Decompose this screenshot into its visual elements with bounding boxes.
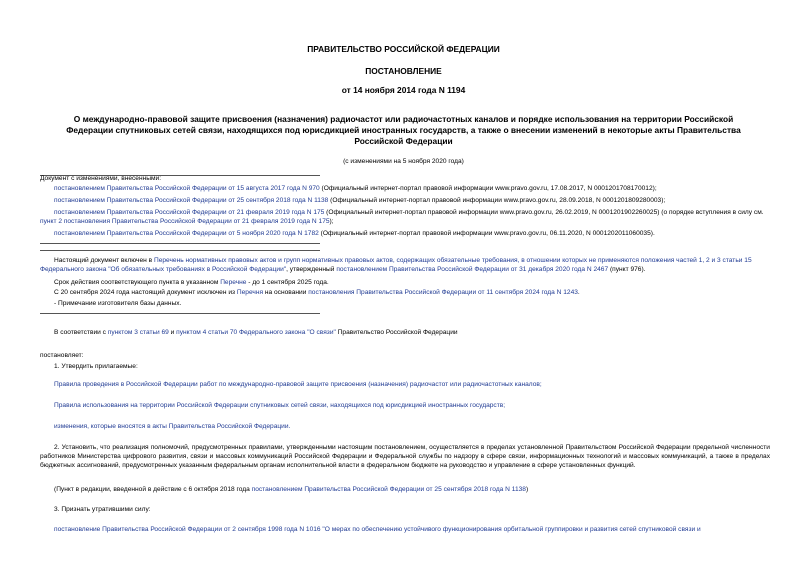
document-date: от 14 ноября 2014 года N 1194 — [341, 85, 466, 95]
note-text: ) — [525, 486, 529, 493]
document-type: ПОСТАНОВЛЕНИЕ — [365, 66, 442, 76]
publisher-note: - Примечание изготовителя базы данных. — [54, 300, 182, 307]
divider — [40, 243, 320, 244]
government-heading: ПРАВИТЕЛЬСТВО РОССИЙСКОЙ ФЕДЕРАЦИИ — [307, 44, 500, 54]
decree-link[interactable]: постановлением Правительства Российской Федерации от 31 декабря 2020 года N 2467 — [336, 266, 609, 273]
change-link[interactable]: постановлением Правительства Российской Федерации от 5 ноября 2020 года N 1782 — [54, 230, 319, 237]
change-link-secondary[interactable]: пункт 2 постановления Правительства Российской Федерации от 21 февраля 2019 года N 175 — [40, 218, 330, 225]
law-link[interactable]: пунктом 4 статьи 70 Федерального закона "О связи" — [176, 329, 336, 336]
change-source: (Официальный интернет-портал правовой информации www.pravo.gov.ru, 17.08.2017, N 0001201708170012); — [319, 185, 657, 192]
basis-text: Правительство Российской Федерации — [335, 329, 458, 336]
list-link[interactable]: Перечне — [220, 279, 247, 286]
note-text: (Пункт в редакции, введенной в действие с 6 октября 2018 года — [54, 486, 252, 493]
notice-text: , утвержденный — [286, 266, 337, 273]
list-link[interactable]: Перечень нормативных правовых актов и групп нормативных правовых актов, содержащих обязательные требования, в отношении которых не применяются положения частей 1, 2 и 3 статьи 15 Федерального закона "Об обязательных требованиях в Российской Федерации" — [40, 257, 752, 273]
approved-rules-link[interactable]: Правила использования на территории Российской Федерации спутниковых сетей связи, находящихся под юрисдикцией иностранных государств; — [54, 402, 506, 409]
notice-text: С 20 сентября 2024 года настоящий документ исключен из — [54, 289, 237, 296]
change-link[interactable]: постановлением Правительства Российской Федерации от 21 февраля 2019 года N 175 — [54, 209, 325, 216]
basis-text: и — [168, 329, 177, 336]
clause-3: 3. Признать утратившими силу: — [54, 506, 151, 513]
divider — [40, 313, 320, 314]
notice-text: Срок действия соответствующего пункта в указанном — [54, 279, 221, 286]
change-link[interactable]: постановлением Правительства Российской Федерации от 25 сентября 2018 года N 1138 — [54, 197, 329, 204]
document-title: О международно-правовой защите присвоения (назначения) радиочастот или радиочастотных каналов и порядке использования на территории Российской Федерации спутниковых сетей связи, находящихся под юрисдикцией иностранных государств, а также о внесении изменений в некоторые акты Правительства Российской Федерации — [66, 114, 741, 146]
changes-intro: Документ с изменениями, внесенными: — [40, 175, 162, 182]
repealed-act-link[interactable]: постановление Правительства Российской Федерации от 2 сентября 1998 года N 1016 "О мерах по обеспечению устойчивого функционирования орбитальной группировки и развития сетей спутниковой связи и — [54, 526, 701, 533]
change-item — [54, 196, 770, 205]
legal-basis — [54, 328, 770, 337]
notice-text: - до 1 сентября 2025 года. — [246, 279, 329, 286]
decrees-word: постановляет: — [40, 352, 84, 359]
clause-2-note — [54, 485, 770, 494]
change-link[interactable]: постановлением Правительства Российской Федерации от 15 августа 2017 года N 970 — [54, 185, 320, 192]
divider — [40, 250, 320, 251]
change-source: (Официальный интернет-портал правовой информации www.pravo.gov.ru, 28.09.2018, N 0001201809280003); — [328, 197, 666, 204]
decree-link[interactable]: постановления Правительства Российской Федерации от 11 сентября 2024 года N 1243 — [308, 289, 578, 296]
change-item — [40, 208, 770, 226]
notice-text: . — [577, 289, 580, 296]
change-source: (Официальный интернет-портал правовой информации www.pravo.gov.ru, 06.11.2020, N 0001202011060035). — [318, 230, 655, 237]
change-source: (Официальный интернет-портал правовой информации www.pravo.gov.ru, 26.02.2019, N 0001201902260025) (о порядке вступления в силу см. — [324, 209, 764, 216]
notice-paragraph — [54, 288, 770, 297]
change-item — [54, 184, 770, 193]
approved-rules-link[interactable]: Правила проведения в Российской Федерации работ по международно-правовой защите присвоения (назначения) радиочастот или радиочастотных каналов; — [54, 381, 542, 388]
notice-paragraph — [40, 256, 770, 274]
edition-note: (с изменениями на 5 ноября 2020 года) — [343, 158, 464, 165]
notice-text: на основании — [263, 289, 309, 296]
decree-link[interactable]: постановлением Правительства Российской Федерации от 25 сентября 2018 года N 1138 — [251, 486, 526, 493]
law-link[interactable]: пунктом 3 статьи 69 — [107, 329, 169, 336]
notice-text: Настоящий документ включен в — [54, 257, 154, 264]
change-source-end: ); — [329, 218, 334, 225]
basis-text: В соответствии с — [54, 329, 108, 336]
clause-2: 2. Установить, что реализация полномочий, предусмотренных правилами, утвержденными настоящим постановлением, осуществляется в пределах установленной Правительством Российской Федерации предельной численности работников Министерства цифрового развития, связи и массовых коммуникаций Российской Федерации и Федеральной службы по надзору в сфере связи, информационных технологий и массовых коммуникаций, а также в пределах бюджетных ассигнований, предусмотренных указанным федеральным органам исполнительной власти в федеральном бюджете на руководство и управление в сфере установленных функций. — [40, 444, 770, 469]
clause-1: 1. Утвердить прилагаемые: — [54, 363, 138, 370]
change-item — [54, 229, 770, 238]
list-link[interactable]: Перечня — [236, 289, 264, 296]
notice-paragraph — [54, 278, 770, 287]
approved-changes-link[interactable]: изменения, которые вносятся в акты Правительства Российской Федерации. — [54, 423, 291, 430]
notice-text: (пункт 976). — [608, 266, 646, 273]
